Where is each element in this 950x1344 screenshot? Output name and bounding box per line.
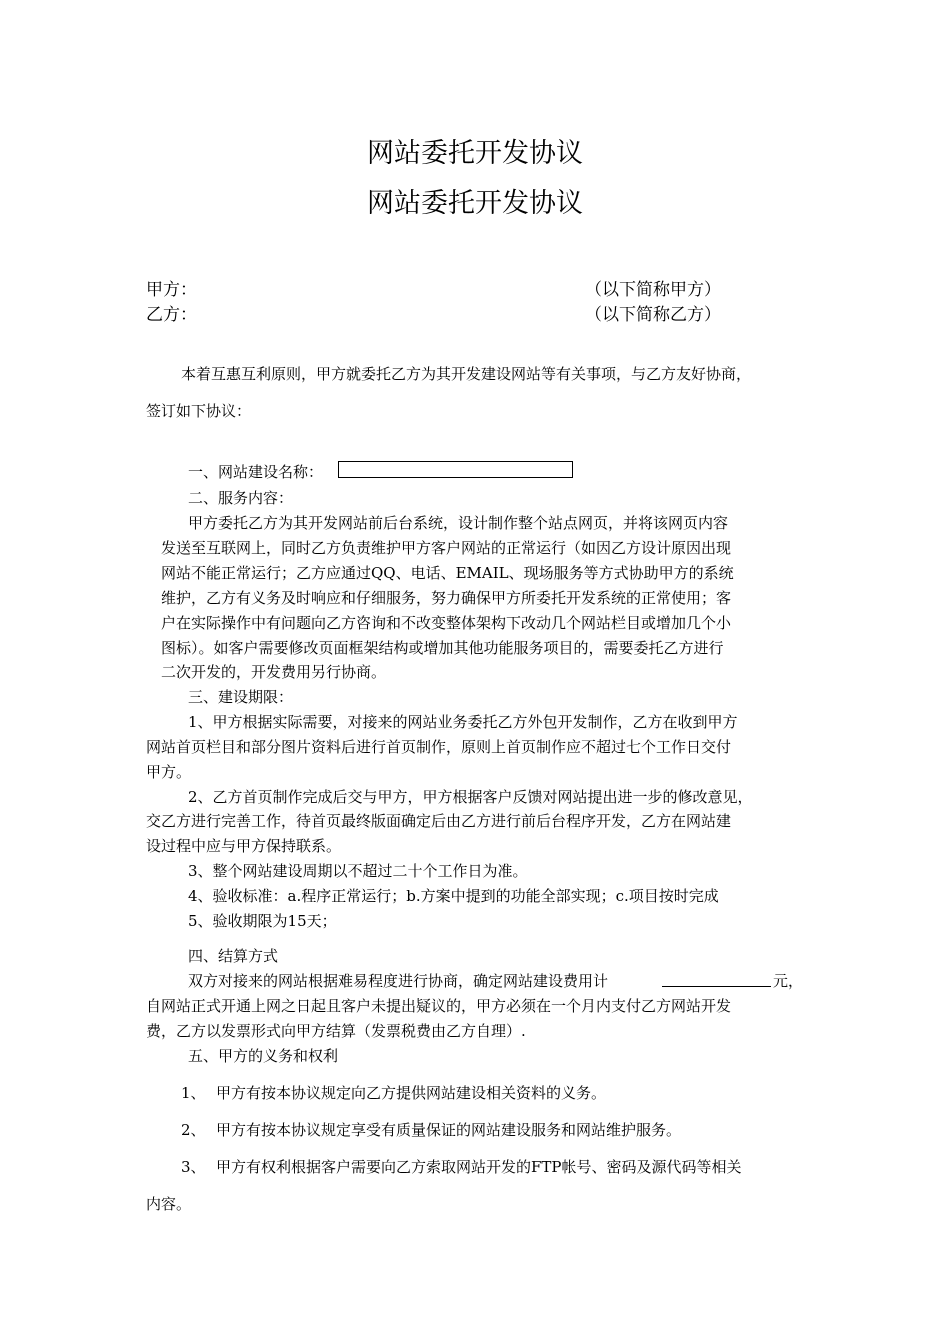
party-b-note: （以下简称乙方） <box>585 305 721 325</box>
document-title-repeat: 网站委托开发协议 <box>367 188 583 219</box>
intro-line-1: 本着互惠互利原则，甲方就委托乙方为其开发建设网站等有关事项，与乙方友好协商， <box>181 365 752 383</box>
party-b-label: 乙方： <box>146 305 197 325</box>
obligation-num-3: 3、 <box>181 1158 206 1176</box>
obligation-num-1: 1、 <box>181 1084 206 1102</box>
fee-blank[interactable] <box>662 986 771 987</box>
period-line-4: 2、乙方首页制作完成后交与甲方，甲方根据客户反馈对网站提出进一步的修改意见， <box>188 788 753 806</box>
document-title: 网站委托开发协议 <box>367 138 583 169</box>
obligations-heading: 五、甲方的义务和权利 <box>188 1047 339 1065</box>
settlement-line-3: 费，乙方以发票形式向甲方结算（发票税费由乙方自理）. <box>146 1022 526 1040</box>
website-name-field[interactable] <box>338 461 573 478</box>
obligation-text-1: 甲方有按本协议规定向乙方提供网站建设相关资料的义务。 <box>216 1084 607 1102</box>
period-line-8: 4、验收标准：a.程序正常运行；b.方案中提到的功能全部实现；c.项目按时完成 <box>188 887 719 905</box>
period-line-2: 网站首页栏目和部分图片资料后进行首页制作，原则上首页制作应不超过七个工作日交付 <box>146 738 732 756</box>
settlement-unit: 元， <box>773 972 804 990</box>
service-heading: 二、服务内容： <box>188 489 294 507</box>
obligation-text-3: 甲方有权利根据客户需要向乙方索取网站开发的FTP帐号、密码及源代码等相关 <box>216 1158 742 1176</box>
obligation-tail: 内容。 <box>146 1195 192 1213</box>
service-line-5: 户在实际操作中有问题向乙方咨询和不改变整体架构下改动几个网站栏目或增加几个小 <box>161 614 732 632</box>
service-line-4: 维护，乙方有义务及时响应和仔细服务，努力确保甲方所委托开发系统的正常使用；客 <box>161 589 732 607</box>
obligation-num-2: 2、 <box>181 1121 206 1139</box>
settlement-line-1: 双方对接来的网站根据难易程度进行协商，确定网站建设费用计 <box>188 972 609 990</box>
settlement-line-2: 自网站正式开通上网之日起且客户未提出疑议的，甲方必须在一个月内支付乙方网站开发 <box>146 997 732 1015</box>
service-line-7: 二次开发的，开发费用另行协商。 <box>161 663 387 681</box>
period-line-7: 3、整个网站建设周期以不超过二十个工作日为准。 <box>188 862 528 880</box>
service-line-1: 甲方委托乙方为其开发网站前后台系统，设计制作整个站点网页，并将该网页内容 <box>188 514 729 532</box>
period-line-1: 1、甲方根据实际需要，对接来的网站业务委托乙方外包开发制作，乙方在收到甲方 <box>188 713 738 731</box>
intro-line-2: 签订如下协议： <box>146 402 252 420</box>
party-a-label: 甲方： <box>146 280 197 300</box>
period-line-3: 甲方。 <box>146 763 192 781</box>
obligation-text-2: 甲方有按本协议规定享受有质量保证的网站建设服务和网站维护服务。 <box>216 1121 682 1139</box>
service-line-6: 图标）。如客户需要修改页面框架结构或增加其他功能服务项目的，需要委托乙方进行 <box>161 639 724 657</box>
service-line-2: 发送至互联网上，同时乙方负责维护甲方客户网站的正常运行（如因乙方设计原因出现 <box>161 539 732 557</box>
period-heading: 三、建设期限： <box>188 688 294 706</box>
period-line-9: 5、验收期限为15天； <box>188 912 337 930</box>
party-a-note: （以下简称甲方） <box>585 280 721 300</box>
period-line-6: 设过程中应与甲方保持联系。 <box>146 837 342 855</box>
settlement-heading: 四、结算方式 <box>188 947 279 965</box>
service-line-3: 网站不能正常运行；乙方应通过QQ、电话、EMAIL、现场服务等方式协助甲方的系统 <box>161 564 734 582</box>
period-line-5: 交乙方进行完善工作，待首页最终版面确定后由乙方进行前后台程序开发，乙方在网站建 <box>146 812 732 830</box>
website-name-label: 一、网站建设名称： <box>188 463 324 481</box>
